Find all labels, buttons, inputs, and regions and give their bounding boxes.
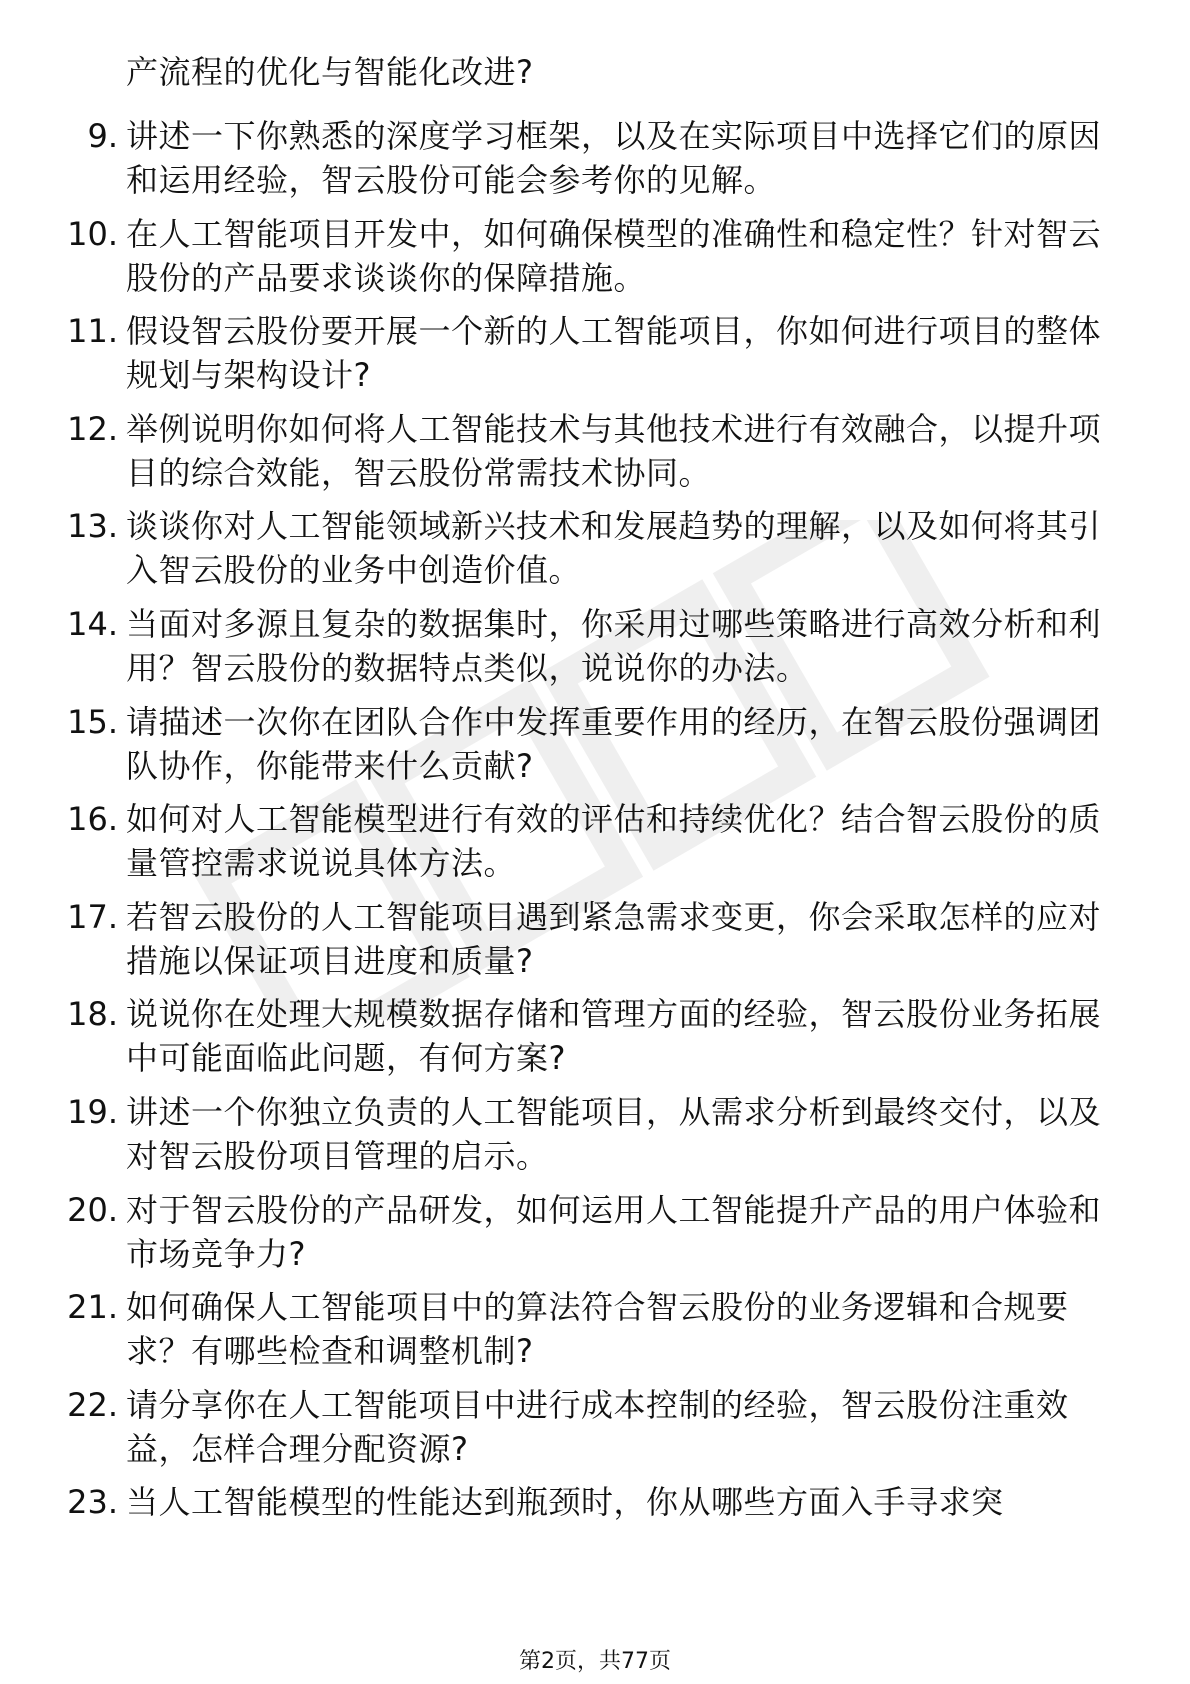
item-text: 对于智云股份的产品研发，如何运用人工智能提升产品的用户体验和市场竞争力? [126,1190,1102,1273]
list-item [0,309,1190,407]
item-number: 17. [67,897,118,936]
item-text: 当人工智能模型的性能达到瓶颈时，你从哪些方面入手寻求突 [126,1483,1004,1522]
list-item [0,1090,1190,1188]
item-number: 13. [67,507,118,546]
item-text: 讲述一下你熟悉的深度学习框架，以及在实际项目中选择它们的原因和运用经验，智云股份可能会参考你的见解。 [126,117,1102,199]
item-number: 20. [67,1190,118,1229]
item-text: 如何对人工智能模型进行有效的评估和持续优化？结合智云股份的质量管控需求说说具体方法。 [126,800,1102,883]
item-number: 19. [67,1092,118,1131]
list-item [0,1480,1190,1578]
list-item [0,407,1190,505]
item-number: 21. [67,1288,118,1327]
item-text: 举例说明你如何将人工智能技术与其他技术进行有效融合，以提升项目的综合效能，智云股份常需技术协同。 [126,409,1102,492]
item-text: 当面对多源且复杂的数据集时，你采用过哪些策略进行高效分析和利用？智云股份的数据特点类似，说说你的办法。 [126,604,1102,687]
list-item [0,895,1190,993]
item-number: 10. [67,214,118,253]
list-item [0,1188,1190,1286]
question-list [0,114,1190,1578]
list-item [0,992,1190,1090]
item-number: 12. [67,409,118,448]
list-item [0,700,1190,798]
item-text: 说说你在处理大规模数据存储和管理方面的经验，智云股份业务拓展中可能面临此问题，有何方案? [126,995,1102,1078]
item-number: 23. [67,1483,118,1522]
continuation-text: 产流程的优化与智能化改进? [126,53,534,91]
item-number: 22. [67,1385,118,1424]
list-item [0,114,1190,212]
page-number: 第2页，共77页 [519,1649,671,1674]
item-text: 若智云股份的人工智能项目遇到紧急需求变更，你会采取怎样的应对措施以保证项目进度和质量? [126,897,1102,980]
list-item [0,504,1190,602]
item-text: 请描述一次你在团队合作中发挥重要作用的经历，在智云股份强调团队协作，你能带来什么贡献? [126,702,1102,785]
item-number: 18. [67,995,118,1034]
list-item [0,1285,1190,1383]
item-number: 11. [67,312,118,351]
item-number: 9. [87,117,118,155]
list-item [0,797,1190,895]
item-text: 谈谈你对人工智能领域新兴技术和发展趋势的理解，以及如何将其引入智云股份的业务中创造价值。 [126,507,1102,590]
item-number: 15. [67,702,118,741]
list-item [0,212,1190,310]
list-item [0,1383,1190,1481]
item-number: 14. [67,604,118,643]
item-text: 假设智云股份要开展一个新的人工智能项目，你如何进行项目的整体规划与架构设计? [126,312,1102,395]
item-text: 如何确保人工智能项目中的算法符合智云股份的业务逻辑和合规要求？有哪些检查和调整机制? [126,1288,1069,1371]
item-text: 在人工智能项目开发中，如何确保模型的准确性和稳定性？针对智云股份的产品要求谈谈你的保障措施。 [126,214,1102,297]
item-text: 讲述一个你独立负责的人工智能项目，从需求分析到最终交付，以及对智云股份项目管理的启示。 [126,1092,1102,1175]
item-text: 请分享你在人工智能项目中进行成本控制的经验，智云股份注重效益，怎样合理分配资源? [126,1385,1069,1468]
list-item [0,602,1190,700]
item-number: 16. [67,800,118,839]
